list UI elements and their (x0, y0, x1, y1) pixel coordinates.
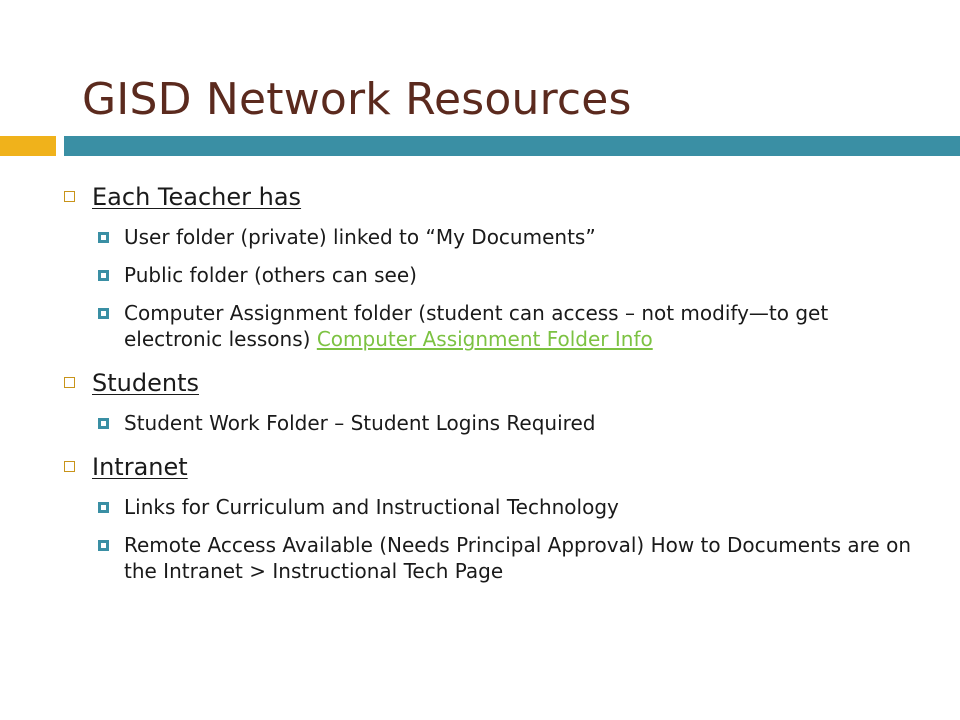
list-item (98, 224, 924, 250)
computer-assignment-folder-info-link[interactable]: Computer Assignment Folder Info (316, 327, 653, 351)
square-bullet-icon (98, 232, 109, 243)
list-item (98, 262, 924, 288)
list-item (98, 494, 924, 520)
section-heading-label: Intranet (92, 453, 188, 481)
square-bullet-icon (64, 461, 75, 472)
square-bullet-icon (98, 502, 109, 513)
section-heading (64, 450, 924, 484)
section-students (64, 366, 924, 436)
list-item-text: Computer Assignment folder (student can access – not modify—to get electronic lessons) (124, 301, 829, 351)
accent-bar-gold (0, 136, 56, 156)
list-item-text: Links for Curriculum and Instructional Technology (124, 495, 619, 519)
section-heading (64, 180, 924, 214)
slide-title: GISD Network Resources (82, 74, 632, 125)
section-heading (64, 366, 924, 400)
square-bullet-icon (98, 418, 109, 429)
section-intranet (64, 450, 924, 584)
accent-bar-teal (64, 136, 960, 156)
list-item-text: Student Work Folder – Student Logins Required (124, 411, 596, 435)
list-item-text: Public folder (others can see) (124, 263, 417, 287)
square-bullet-icon (64, 377, 75, 388)
section-heading-label: Students (92, 369, 199, 397)
list-item (98, 300, 924, 352)
slide-content (64, 180, 924, 598)
section-heading-label: Each Teacher has (92, 183, 302, 211)
square-bullet-icon (98, 308, 109, 319)
list-item (98, 532, 924, 584)
list-item-text: User folder (private) linked to “My Documents” (124, 225, 596, 249)
section-each-teacher (64, 180, 924, 352)
list-item-text: Remote Access Available (Needs Principal Approval) How to Documents are on the Intranet > Instructional Tech Page (124, 533, 911, 583)
square-bullet-icon (64, 191, 75, 202)
square-bullet-icon (98, 540, 109, 551)
square-bullet-icon (98, 270, 109, 281)
list-item (98, 410, 924, 436)
